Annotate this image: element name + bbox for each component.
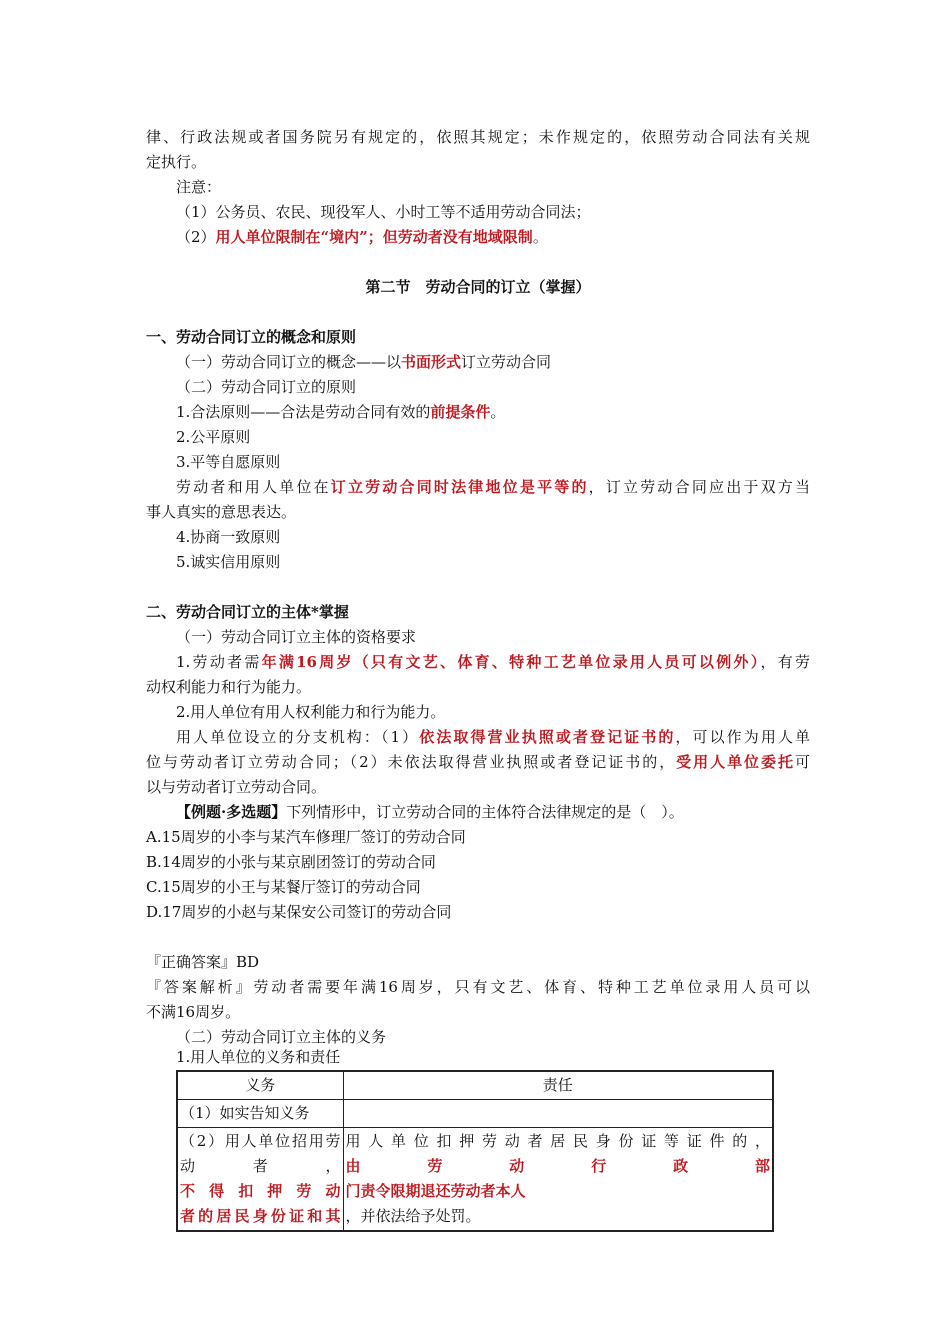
option-b: B.14周岁的小张与某京剧团签订的劳动合同 bbox=[146, 853, 436, 871]
principle-3-desc-line-1 bbox=[176, 475, 810, 500]
branch-suffix-1: ，可以作为用人单 bbox=[675, 728, 810, 746]
table-row bbox=[177, 1128, 773, 1232]
branch-line-3: 以与劳动者订立劳动合同。 bbox=[146, 778, 327, 796]
example-label: 【例题·多选题】 bbox=[176, 803, 287, 821]
principle-4: 4.协商一致原则 bbox=[176, 528, 281, 546]
qualification-2: 2.用人单位有用人权利能力和行为能力。 bbox=[176, 703, 446, 721]
duty-line-2-prefix: 动者， bbox=[180, 1157, 341, 1175]
principle-1-prefix: 1.合法原则——合法是劳动合同有效的 bbox=[176, 403, 431, 421]
table-header-liability: 责任 bbox=[343, 1071, 773, 1100]
note-item-2-prefix: （2） bbox=[176, 228, 216, 246]
duty-line-2-highlight: 不得扣押劳动 bbox=[180, 1182, 341, 1200]
principle-3: 3.平等自愿原则 bbox=[176, 453, 281, 471]
note-label: 注意： bbox=[176, 178, 222, 196]
concept-highlight: 书面形式 bbox=[401, 353, 462, 371]
analysis-line-1: 『答案解析』劳动者需要年满16周岁，只有文艺、体育、特种工艺单位录用人员可以 bbox=[146, 978, 810, 996]
liability-line-2-suffix: ，并依法给予处罚。 bbox=[345, 1207, 481, 1225]
branch-prefix: 用人单位设立的分支机构：（1） bbox=[176, 728, 420, 746]
duty-line-2 bbox=[180, 1154, 341, 1204]
table-cell-liability bbox=[343, 1128, 773, 1232]
table-cell-duty bbox=[177, 1128, 343, 1232]
employer-duty-heading: 1.用人单位的义务和责任 bbox=[176, 1048, 341, 1066]
intro-line-2: 定执行。 bbox=[146, 153, 207, 171]
duty-line-3-highlight: 者的居民身份证和其 bbox=[180, 1207, 341, 1225]
principles-heading: （二）劳动合同订立的原则 bbox=[176, 378, 357, 396]
note-item-2-highlight: 用人单位限制在“境内”；但劳动者没有地域限制 bbox=[215, 228, 533, 246]
duty-heading: （二）劳动合同订立主体的义务 bbox=[176, 1028, 387, 1046]
qualification-1-highlight: 年满16周岁（只有文艺、体育、特种工艺单位录用人员可以例外） bbox=[261, 653, 761, 671]
principle-3-desc-prefix: 劳动者和用人单位在 bbox=[176, 478, 331, 496]
branch-line-2-suffix: 可 bbox=[794, 753, 810, 771]
liability-line-2-highlight: 门责令限期退还劳动者本人 bbox=[345, 1182, 526, 1200]
principle-1-suffix: 。 bbox=[490, 403, 506, 421]
table-header-duty: 义务 bbox=[177, 1071, 343, 1100]
branch-line-2-prefix: 位与劳动者订立劳动合同；（2）未依法取得营业执照或者登记证书的， bbox=[146, 753, 677, 771]
concept-suffix: 订立劳动合同 bbox=[461, 353, 552, 371]
option-a: A.15周岁的小李与某汽车修理厂签订的劳动合同 bbox=[146, 828, 466, 846]
qualification-1-line-2: 动权利能力和行为能力。 bbox=[146, 678, 312, 696]
note-item-2 bbox=[176, 225, 810, 250]
qualification-1-line-1 bbox=[176, 650, 810, 675]
branch-highlight-1: 依法取得营业执照或者登记证书的 bbox=[419, 728, 676, 746]
duty-table bbox=[176, 1070, 774, 1232]
principle-1-highlight: 前提条件 bbox=[430, 403, 491, 421]
intro-line-1: 律、行政法规或者国务院另有规定的，依照其规定；未作规定的，依照劳动合同法有关规 bbox=[146, 128, 810, 146]
part2-heading: 二、劳动合同订立的主体*掌握 bbox=[146, 603, 349, 621]
correct-answer: 『正确答案』BD bbox=[146, 953, 260, 971]
concept-prefix: （一）劳动合同订立的概念——以 bbox=[176, 353, 402, 371]
option-c: C.15周岁的小王与某餐厅签订的劳动合同 bbox=[146, 878, 421, 896]
branch-line-1 bbox=[176, 725, 810, 750]
analysis-line-2: 不满16周岁。 bbox=[146, 1003, 241, 1021]
example-question bbox=[176, 800, 810, 825]
example-question-text: 下列情形中，订立劳动合同的主体符合法律规定的是（ ）。 bbox=[286, 803, 684, 821]
liability-line-1-highlight: 由劳动行政部 bbox=[345, 1157, 770, 1175]
liability-line-1-prefix: 用人单位扣押劳动者居民身份证等证件的， bbox=[345, 1132, 770, 1150]
branch-line-2 bbox=[146, 750, 810, 775]
concept-line bbox=[176, 350, 810, 375]
option-d: D.17周岁的小赵与某保安公司签订的劳动合同 bbox=[146, 903, 452, 921]
liability-line-2 bbox=[346, 1179, 771, 1229]
principle-5: 5.诚实信用原则 bbox=[176, 553, 281, 571]
principle-3-desc-highlight: 订立劳动合同时法律地位是平等的 bbox=[330, 478, 589, 496]
qualification-1-suffix: ，有劳 bbox=[760, 653, 810, 671]
table-row bbox=[177, 1100, 773, 1128]
table-cell-liability bbox=[343, 1100, 773, 1128]
principle-3-desc-suffix: ，订立劳动合同应出于双方当 bbox=[588, 478, 810, 496]
principle-1 bbox=[176, 400, 810, 425]
table-header-row bbox=[177, 1071, 773, 1100]
branch-highlight-2: 受用人单位委托 bbox=[676, 753, 795, 771]
principle-3-desc-line-2: 事人真实的意思表达。 bbox=[146, 503, 297, 521]
qualification-heading: （一）劳动合同订立主体的资格要求 bbox=[176, 628, 417, 646]
duty-line-1: （2）用人单位招用劳 bbox=[180, 1132, 341, 1150]
section-title: 第二节 劳动合同的订立（掌握） bbox=[365, 278, 591, 296]
part1-heading: 一、劳动合同订立的概念和原则 bbox=[146, 328, 357, 346]
liability-line-1 bbox=[346, 1129, 771, 1179]
table-cell-duty: （1）如实告知义务 bbox=[177, 1100, 343, 1128]
note-item-2-suffix: 。 bbox=[532, 228, 548, 246]
qualification-1-prefix: 1.劳动者需 bbox=[176, 653, 262, 671]
principle-2: 2.公平原则 bbox=[176, 428, 251, 446]
note-item-1: （1）公务员、农民、现役军人、小时工等不适用劳动合同法； bbox=[176, 203, 591, 221]
